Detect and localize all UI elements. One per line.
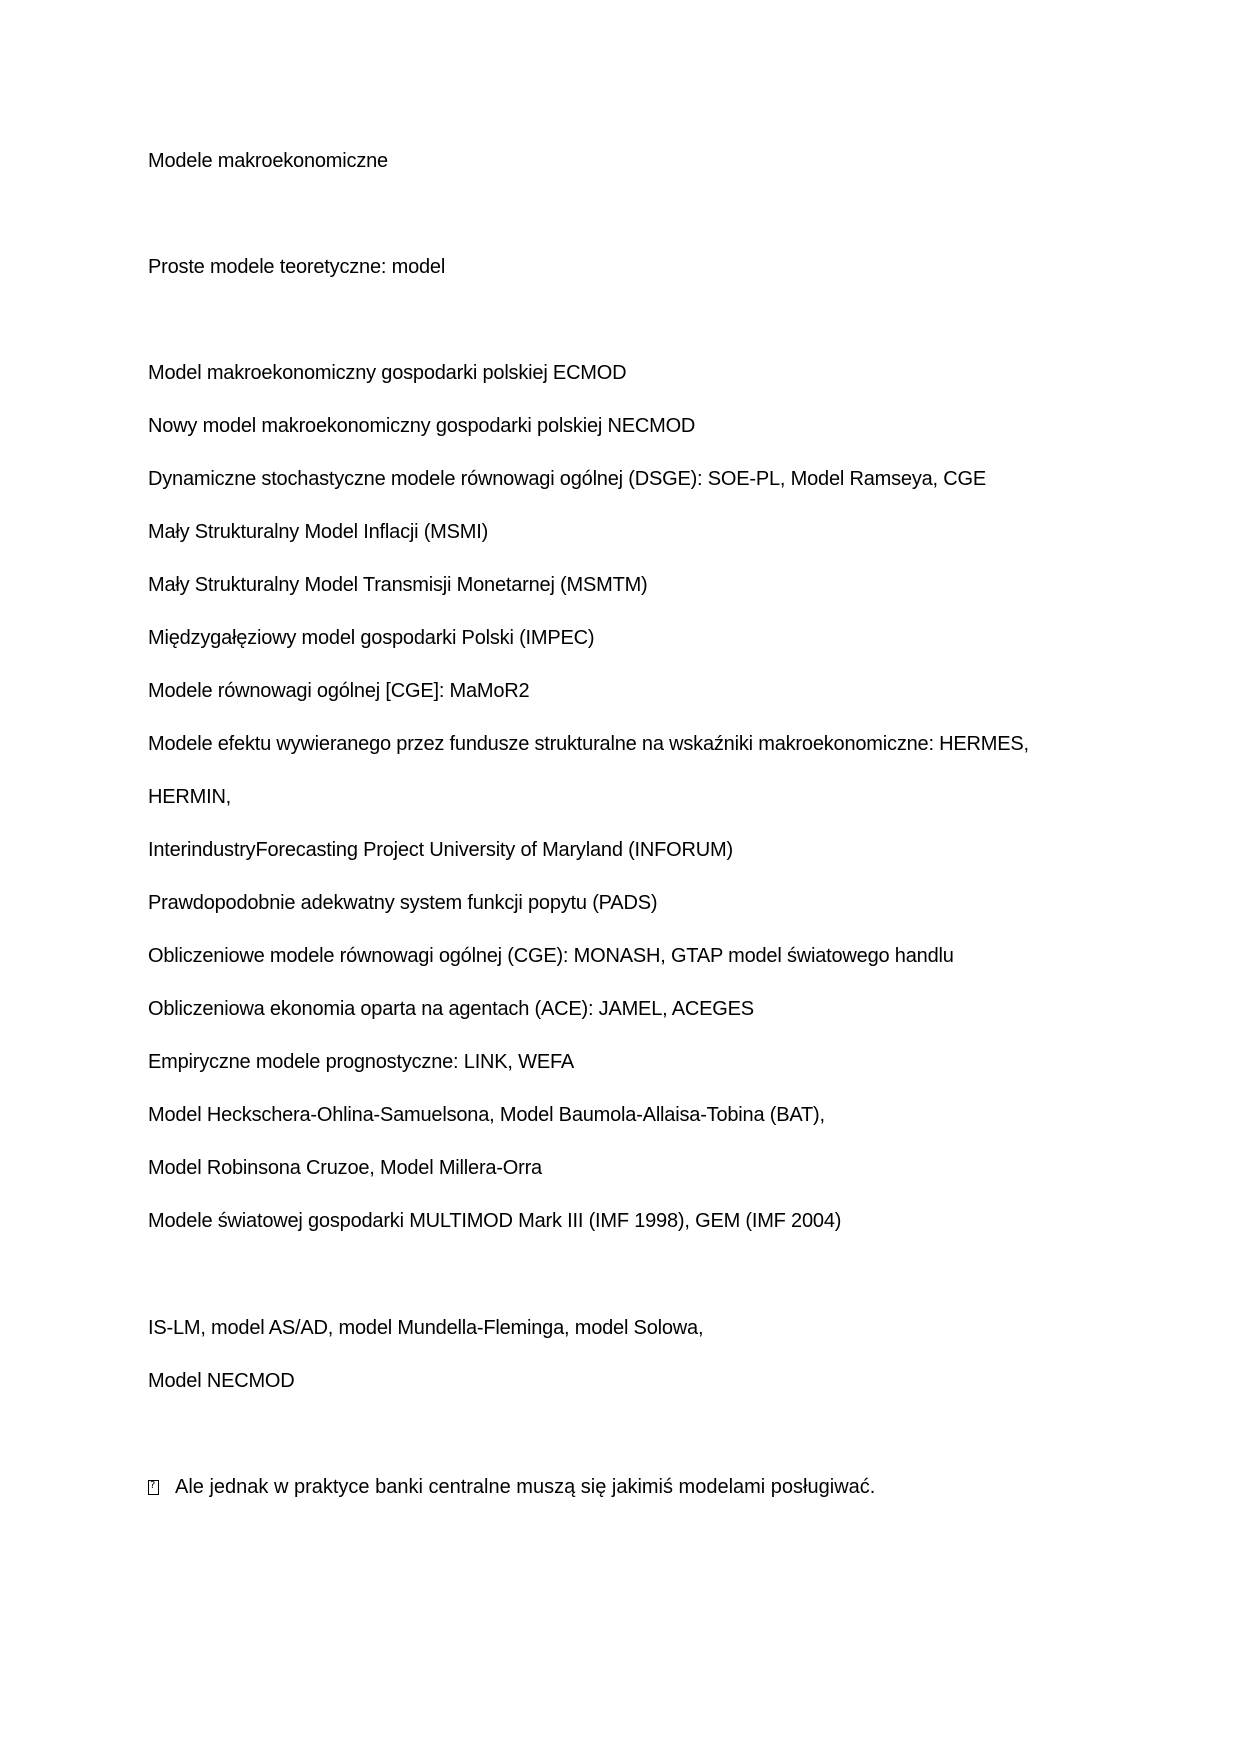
model-line: Modele efektu wywieranego przez fundusze strukturalne na wskaźniki makroekonomiczne: HERMES, [148, 733, 1029, 755]
model-line: HERMIN, [148, 786, 232, 808]
model-line: Międzygałęziowy model gospodarki Polski (IMPEC) [148, 627, 595, 649]
model-line: Model makroekonomiczny gospodarki polskiej ECMOD [148, 362, 627, 384]
missing-glyph-bullet-icon [148, 1480, 159, 1495]
model-line: InterindustryForecasting Project University of Maryland (INFORUM) [148, 839, 733, 861]
document-title: Modele makroekonomiczne [148, 150, 388, 172]
model-line: Model Robinsona Cruzoe, Model Millera-Orra [148, 1157, 542, 1179]
model-line: Dynamiczne stochastyczne modele równowagi ogólnej (DSGE): SOE-PL, Model Ramseya, CGE [148, 468, 986, 490]
bullet-paragraph [148, 1475, 875, 1499]
model-line: Prawdopodobnie adekwatny system funkcji popytu (PADS) [148, 892, 658, 914]
model-line: Obliczeniowa ekonomia oparta na agentach (ACE): JAMEL, ACEGES [148, 998, 754, 1020]
model-line: Mały Strukturalny Model Inflacji (MSMI) [148, 521, 489, 543]
bullet-text: Ale jednak w praktyce banki centralne muszą się jakimiś modelami posługiwać. [175, 1476, 876, 1498]
model-line: Model Heckschera-Ohlina-Samuelsona, Model Baumola-Allaisa-Tobina (BAT), [148, 1104, 825, 1126]
model-line: Obliczeniowe modele równowagi ogólnej (CGE): MONASH, GTAP model światowego handlu [148, 945, 954, 967]
model-line: Nowy model makroekonomiczny gospodarki polskiej NECMOD [148, 415, 696, 437]
model-line: Mały Strukturalny Model Transmisji Monetarnej (MSMTM) [148, 574, 648, 596]
model-line: Empiryczne modele prognostyczne: LINK, WEFA [148, 1051, 575, 1073]
model-line: Modele równowagi ogólnej [CGE]: MaMoR2 [148, 680, 530, 702]
theory-models-line: IS-LM, model AS/AD, model Mundella-Fleminga, model Solowa, [148, 1317, 704, 1339]
document-subtitle: Proste modele teoretyczne: model [148, 256, 446, 278]
model-line: Modele światowej gospodarki MULTIMOD Mark III (IMF 1998), GEM (IMF 2004) [148, 1210, 842, 1232]
necmod-line: Model NECMOD [148, 1370, 295, 1392]
